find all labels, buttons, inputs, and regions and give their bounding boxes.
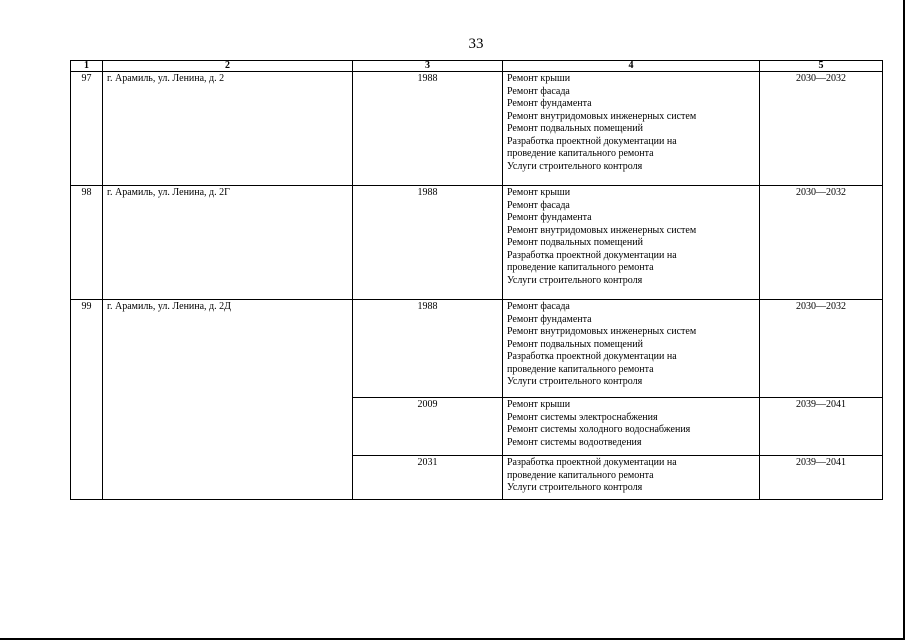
work-item: Ремонт внутридомовых инженерных систем: [507, 110, 697, 122]
repair-schedule-table: [70, 60, 883, 500]
work-item: Разработка проектной документации на: [507, 249, 677, 261]
year-cell: 2031: [353, 456, 503, 500]
work-item: Ремонт крыши: [507, 399, 571, 410]
year-cell: 2009: [353, 398, 503, 456]
work-item: проведение капитального ремонта: [507, 469, 654, 481]
table-row: [71, 300, 883, 398]
work-item: Услуги строительного контроля: [507, 274, 643, 286]
works-cell: [503, 398, 760, 456]
column-header-2: 2: [103, 61, 353, 72]
work-item: Услуги строительного контроля: [507, 482, 643, 493]
work-item: проведение капитального ремонта: [507, 148, 654, 159]
period-cell: 2030—2032: [760, 72, 883, 186]
work-item: Ремонт подвальных помещений: [507, 123, 643, 134]
column-header-5: 5: [760, 61, 883, 72]
work-item: Ремонт фундамента: [507, 313, 592, 325]
period-cell: 2030—2032: [760, 300, 883, 398]
period-cell: 2039—2041: [760, 456, 883, 500]
work-item: Разработка проектной документации на: [507, 351, 677, 362]
year-cell: 1988: [353, 300, 503, 398]
work-item: Услуги строительного контроля: [507, 376, 643, 387]
table-row: [71, 186, 883, 300]
work-item: проведение капитального ремонта: [507, 262, 654, 273]
work-item: Разработка проектной документации на: [507, 457, 677, 468]
work-item: Ремонт системы холодного водоснабжения: [507, 424, 691, 435]
work-item: Ремонт фасада: [507, 199, 570, 211]
work-item: Ремонт фасада: [507, 301, 570, 312]
row-number: 97: [71, 72, 103, 186]
row-number: 98: [71, 186, 103, 300]
work-item: Ремонт подвальных помещений: [507, 338, 643, 350]
address-cell: г. Арамиль, ул. Ленина, д. 2: [103, 72, 353, 186]
work-item: Ремонт внутридомовых инженерных систем: [507, 224, 697, 236]
work-item: Ремонт системы водоотведения: [507, 436, 642, 448]
column-header-4: 4: [503, 61, 760, 72]
address-cell: г. Арамиль, ул. Ленина, д. 2Д: [103, 300, 353, 500]
work-item: Ремонт системы электроснабжения: [507, 411, 658, 423]
page-number: 33: [468, 36, 484, 52]
work-item: Ремонт фундамента: [507, 212, 592, 223]
year-cell: 1988: [353, 186, 503, 300]
work-item: Ремонт подвальных помещений: [507, 237, 643, 248]
period-cell: 2039—2041: [760, 398, 883, 456]
address-cell: г. Арамиль, ул. Ленина, д. 2Г: [103, 186, 353, 300]
work-item: Ремонт внутридомовых инженерных систем: [507, 326, 697, 337]
column-header-3: 3: [353, 61, 503, 72]
row-number: 99: [71, 300, 103, 500]
table-row: [71, 72, 883, 186]
works-cell: [503, 72, 760, 186]
work-item: Ремонт фасада: [507, 85, 570, 97]
year-cell: 1988: [353, 72, 503, 186]
period-cell: 2030—2032: [760, 186, 883, 300]
works-cell: [503, 300, 760, 398]
works-cell: [503, 456, 760, 500]
work-item: Услуги строительного контроля: [507, 160, 643, 172]
column-header-1: 1: [71, 61, 103, 72]
header-row: [71, 61, 883, 72]
work-item: Ремонт крыши: [507, 73, 571, 84]
work-item: Ремонт фундамента: [507, 98, 592, 109]
work-item: Ремонт крыши: [507, 187, 571, 198]
work-item: Разработка проектной документации на: [507, 135, 677, 147]
work-item: проведение капитального ремонта: [507, 363, 654, 375]
works-cell: [503, 186, 760, 300]
table-body: [71, 72, 883, 500]
